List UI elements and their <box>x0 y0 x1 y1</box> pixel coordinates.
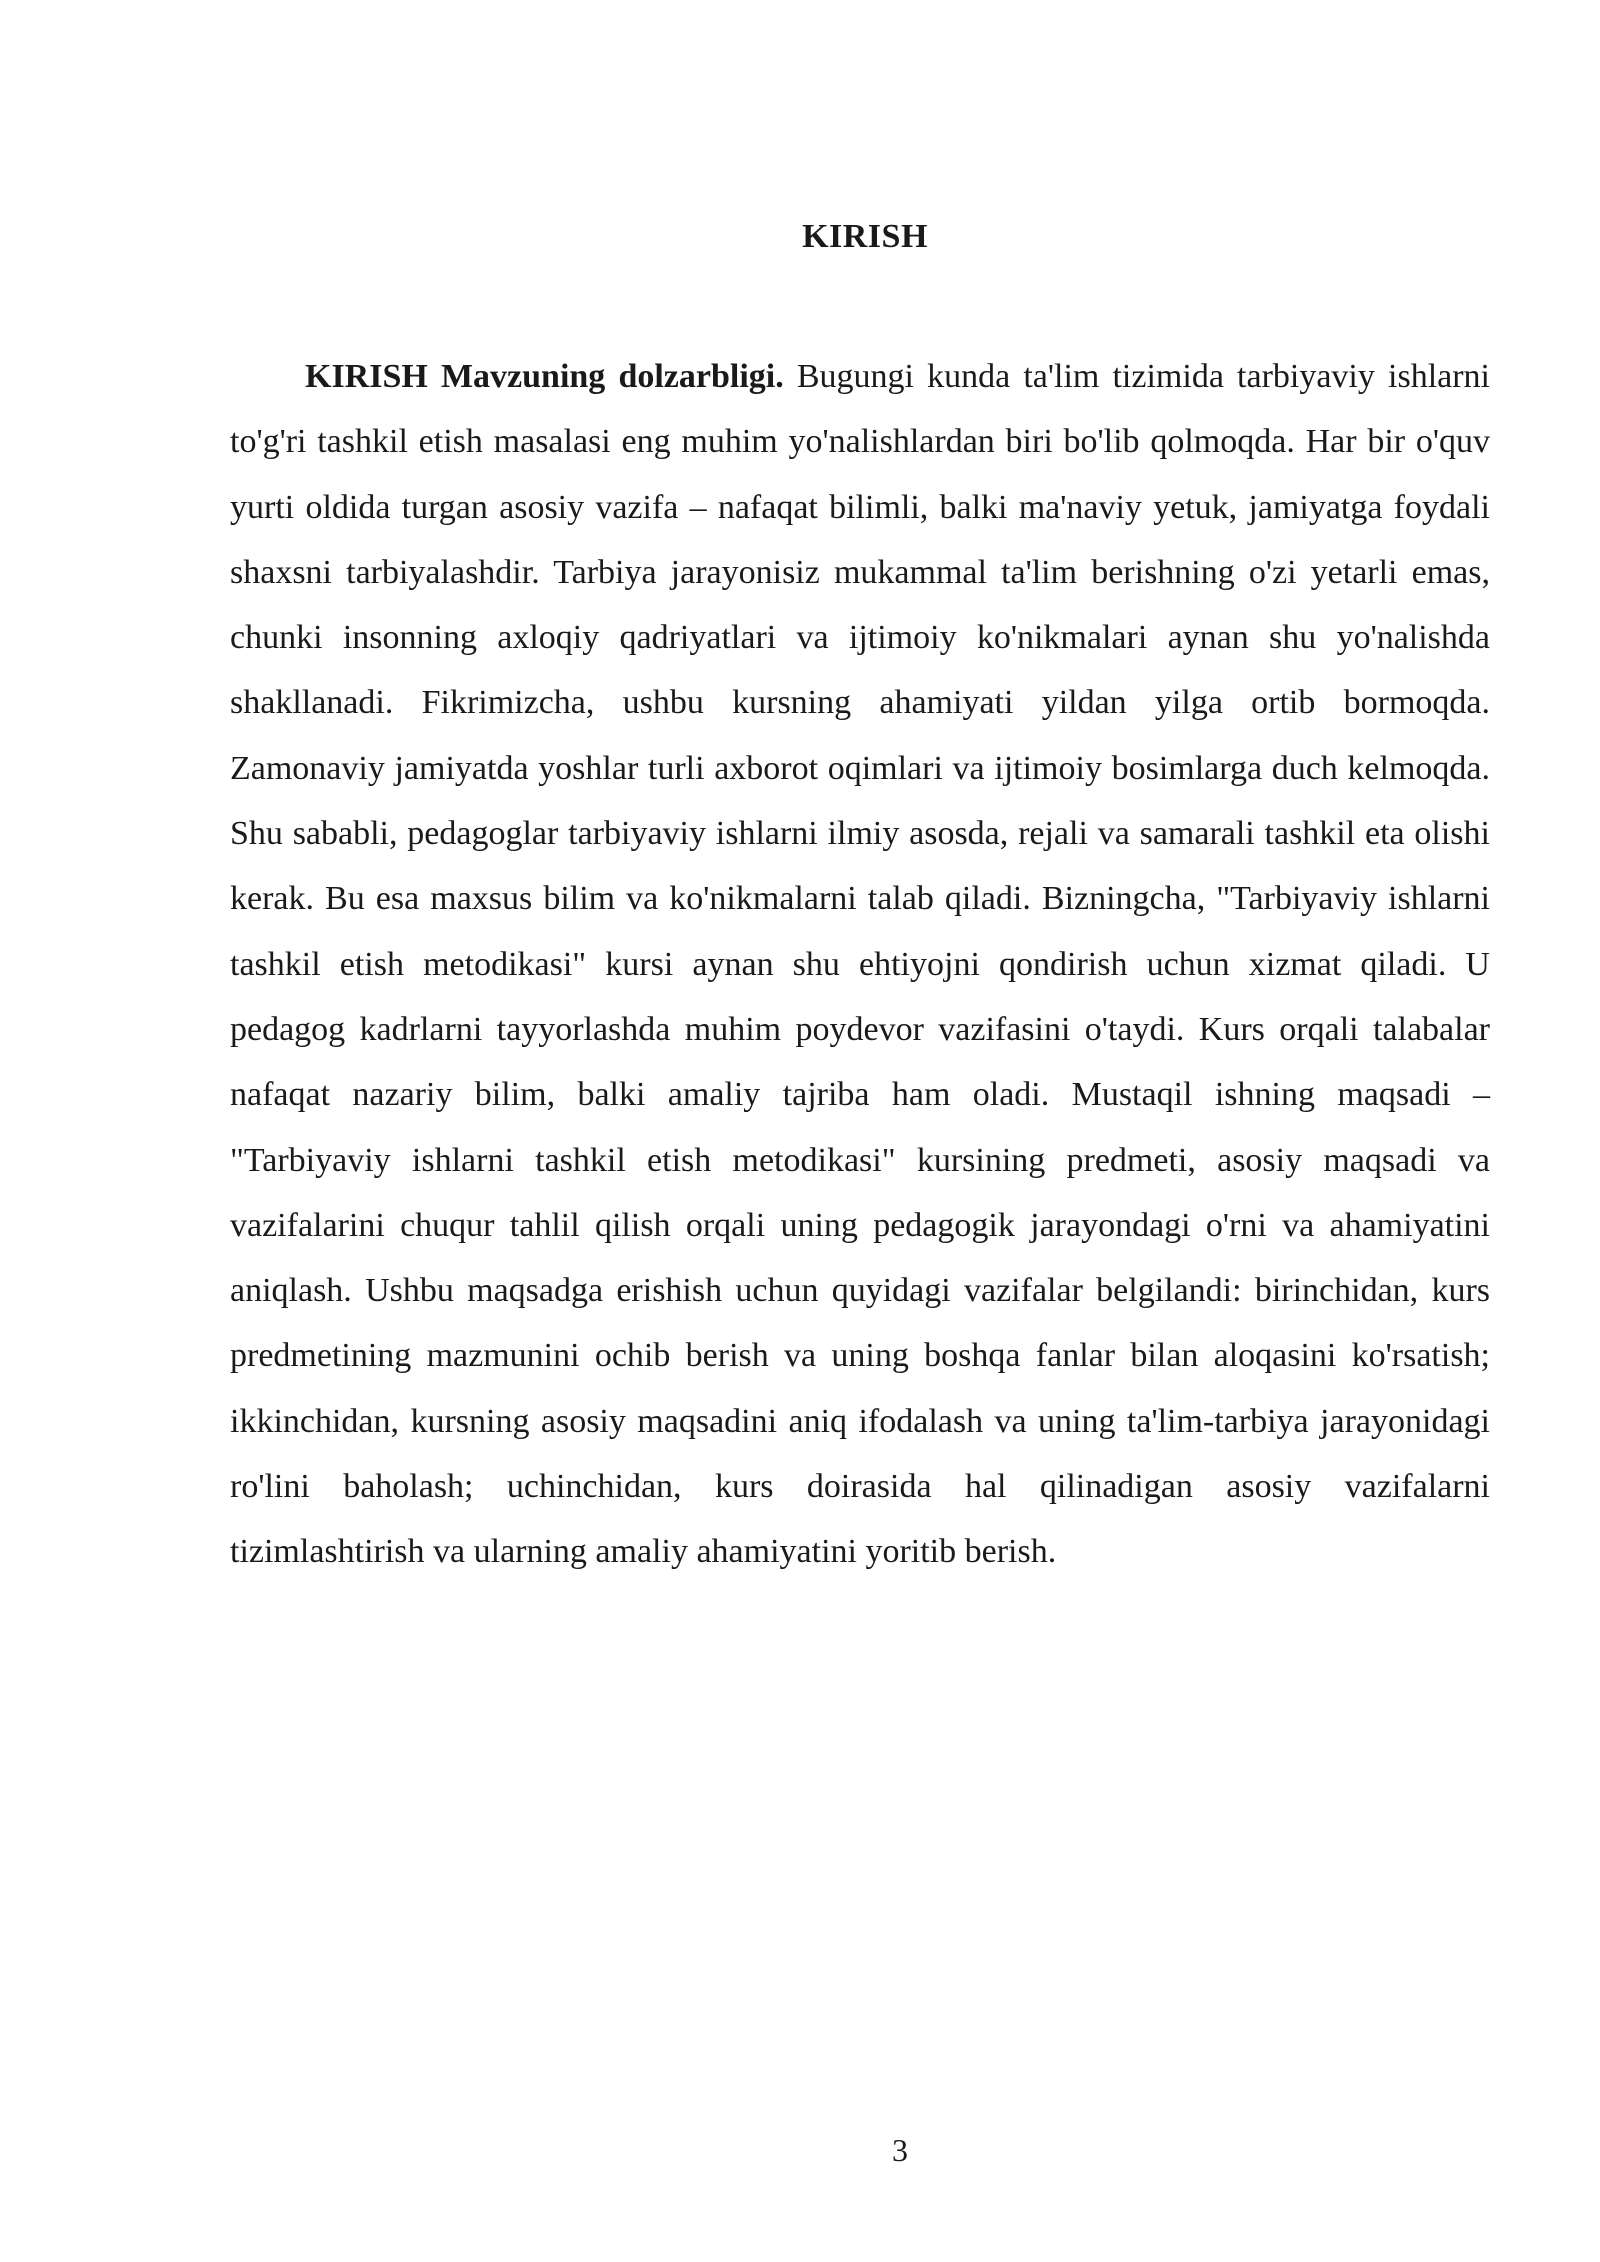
paragraph-text: Bugungi kunda ta'lim tizimida tarbiyaviy ishlarni to'g'ri tashkil etish masalasi eng muhim yo'nalishlardan biri bo'lib qolmoqda. Har bir o'quv yurti oldida turgan asosiy vazifa – nafaqat bilimli, balki ma'naviy yetuk, jamiyatga foydali shaxsni tarbiyalashdir. Tarbiya jarayonisiz mukammal ta'lim berishning o'zi yetarli emas, chunki insonning axloqiy qadriyatlari va ijtimoiy ko'nikmalari aynan shu yo'nalishda shakllanadi. Fikrimizcha, ushbu kursning ahamiyati yildan yilga ortib bormoqda. Zamonaviy jamiyatda yoshlar turli axborot oqimlari va ijtimoiy bosimlarga duch kelmoqda. Shu sababli, pedagoglar tarbiyaviy ishlarni ilmiy asosda, rejali va samarali tashkil eta olishi kerak. Bu esa maxsus bilim va ko'nikmalarni talab qiladi. Bizningcha, "Tarbiyaviy ishlarni tashkil etish metodikasi" kursi aynan shu ehtiyojni qondirish uchun xizmat qiladi. U pedagog kadrlarni tayyorlashda muhim poydevor vazifasini o'taydi. Kurs orqali talabalar nafaqat nazariy bilim, balki amaliy tajriba ham oladi. Mustaqil ishning maqsadi – "Tarbiyaviy ishlarni tashkil etish metodikasi" kursining predmeti, asosiy maqsadi va vazifalarini chuqur tahlil qilish orqali uning pedagogik jarayondagi o'rni va ahamiyatini aniqlash. Ushbu maqsadga erishish uchun quyidagi vazifalar belgilandi: birinchidan, kurs predmetining mazmunini ochib berish va uning boshqa fanlar bilan aloqasini ko'rsatish; ikkinchidan, kursning asosiy maqsadini aniq ifodalash va uning ta'lim-tarbiya jarayonidagi ro'lini baholash; uchinchidan, kurs doirasida hal qilinadigan asosiy vazifalarni tizimlashtirish va ularning amaliy ahamiyatini yoritib berish. <box>230 358 1490 1571</box>
intro-paragraph <box>230 344 1490 1585</box>
page-number: 3 <box>892 2132 908 2168</box>
page-heading: KIRISH <box>802 218 928 255</box>
paragraph-lead: KIRISH Mavzuning dolzarbligi. <box>305 358 784 395</box>
